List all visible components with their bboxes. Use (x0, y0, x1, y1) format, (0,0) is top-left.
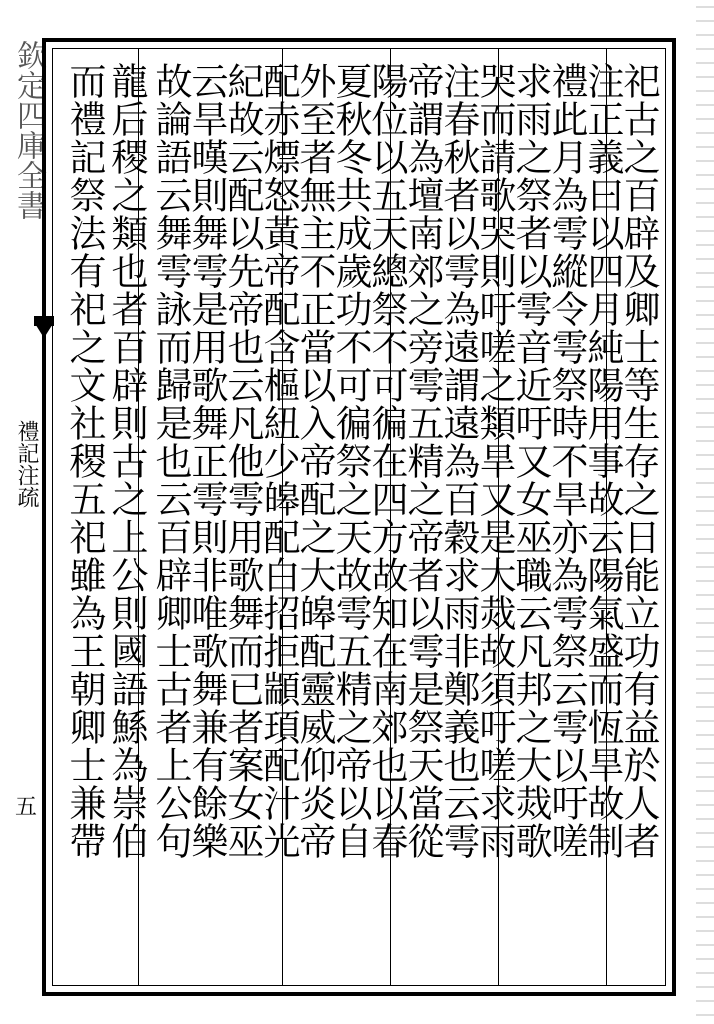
text-column: 陽位以五天總祭不可徧在四方故知在南郊也以春 (365, 62, 408, 860)
page-number: 五 (14, 795, 37, 820)
text-column: 注正義曰以四月純陽用事故云陽氣盛而恆旱故制 (581, 62, 624, 860)
text-column: 外至者無主不正當以入帝配之大皞配靈威仰炎帝 (293, 62, 336, 860)
text-column: 求雨之祭者以雩音近吁又女巫職云凡邦之大烖歌 (509, 62, 552, 860)
text-column: 夏秋冬共成歲功不可徧祭之天故雩五精之帝以自 (329, 62, 372, 860)
text-column: 注春秋者以雩為遠謂遠為百穀求雨非鄭義也云雩 (437, 62, 480, 860)
column-divider (606, 48, 607, 986)
book-name: 禮記注疏 (14, 420, 39, 508)
text-column: 禮此月為雩縱令雩祭時不旱亦為雩祭云雩以吁嗟 (545, 62, 588, 860)
text-column: 祀古之百辟及卿士等生存之日能立功有益於人者 (617, 62, 660, 860)
text-column: 帝謂為壇南郊之旁雩五精之帝者以雩是祭天當從 (401, 62, 444, 860)
column-divider (498, 48, 499, 986)
page-edge (696, 0, 714, 1024)
column-divider (282, 48, 283, 986)
text-column: 龍后稷之類也者百辟則古之上公則國語鯀為崇伯 (105, 62, 148, 860)
text-column: 哭而請歌哭則吁嗟之類旱又是大烖故須吁嗟求雨 (473, 62, 516, 860)
margin-title: 欽定四庫全書 (11, 40, 46, 220)
text-column: 配赤熛怒黃帝配含樞紐少皞配白招拒顓頊配汁光 (257, 62, 300, 860)
text-column: 云旱暵則舞雩是用歌舞正雩則非唯歌舞兼有餘樂 (185, 62, 228, 860)
text-column: 紀故云配以先帝也云凡他雩用歌舞而已者案女巫 (221, 62, 264, 860)
column-divider (138, 48, 139, 986)
column-divider (390, 48, 391, 986)
text-column: 而禮記祭法有祀之文社稷五祀雖為王朝卿士兼帶 (63, 62, 106, 860)
text-column: 故論語云舞雩詠而歸是也云百辟卿士古者上公句 (149, 62, 192, 860)
